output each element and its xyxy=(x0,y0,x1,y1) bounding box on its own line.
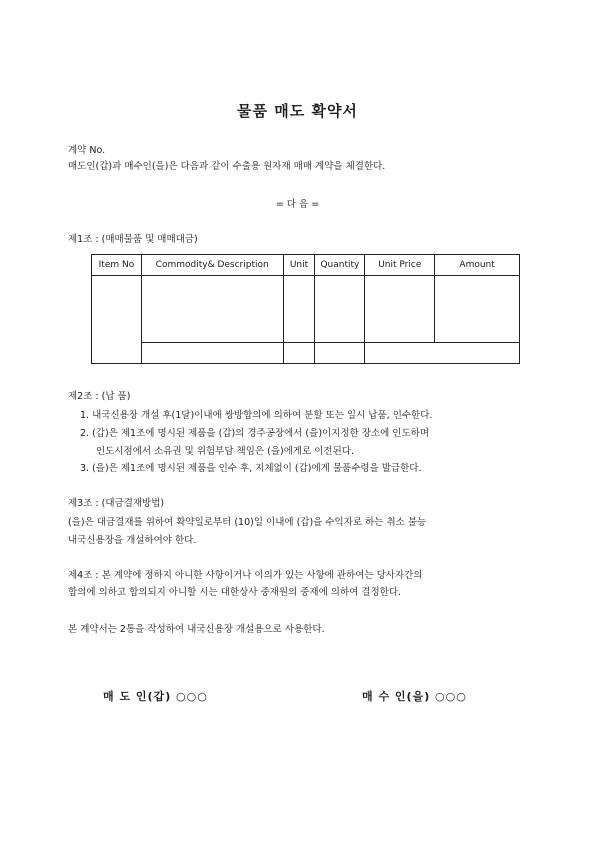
closing-text: 본 계약서는 2통을 작성하여 내국신용장 개설용으로 사용한다. xyxy=(68,624,325,635)
col-description: Commodity& Description xyxy=(141,255,283,276)
table-cell xyxy=(141,343,283,364)
col-unit: Unit xyxy=(283,255,315,276)
table-cell xyxy=(283,276,315,343)
table-cell xyxy=(435,276,520,343)
contract-number: 계약 No. xyxy=(68,145,106,156)
table-cell xyxy=(365,343,520,364)
col-amount: Amount xyxy=(435,255,520,276)
table-cell xyxy=(141,276,283,343)
article2-item: 인도시점에서 소유권 및 위험부담 책임은 (을)에게로 이전된다. xyxy=(96,446,354,457)
article2-item: 3. (을)은 제1조에 명시된 제품을 인수 후, 지체없이 (갑)에게 물품수령을 발급한다. xyxy=(80,463,422,474)
table-total-row xyxy=(92,343,520,364)
article3-line: 내국신용장을 개설하여야 한다. xyxy=(68,535,197,546)
table-row xyxy=(92,276,520,343)
document-title: 물품 매도 확약서 xyxy=(237,102,358,120)
table-cell xyxy=(283,343,315,364)
table-header-row xyxy=(92,255,520,276)
items-table xyxy=(91,254,520,364)
article2-item: 1. 내국신용장 개설 후(1달)이내에 쌍방합의에 의하여 분할 또는 일시 납품, 인수한다. xyxy=(80,410,433,421)
article2-heading: 제2조 : (납 품) xyxy=(68,391,131,402)
article4-line: 합의에 의하고 합의되지 아니할 시는 대한상사 중재원의 중재에 의하여 결정한다. xyxy=(68,587,402,598)
separator: = 다 음 = xyxy=(275,199,320,210)
table-cell xyxy=(92,276,142,364)
article2-item: 2. (갑)은 제1조에 명시된 제품을 (갑)의 경주공장에서 (을)이지정한 장소에 인도하며 xyxy=(80,428,430,439)
article3-line: (을)은 대금결재를 위하여 확약일로부터 (10)일 이내에 (갑)을 수익자로 하는 취소 불능 xyxy=(68,517,427,528)
article3-heading: 제3조 : (대금결재방법) xyxy=(68,498,165,509)
table-cell xyxy=(315,343,365,364)
col-quantity: Quantity xyxy=(315,255,365,276)
seller-signature: 매 도 인(갑) ○○○ xyxy=(103,690,208,703)
col-unit-price: Unit Price xyxy=(365,255,435,276)
table-cell xyxy=(365,276,435,343)
article1-heading: 제1조 : (매매물품 및 매매대금) xyxy=(68,234,198,245)
col-item-no: Item No xyxy=(92,255,142,276)
article4-line: 제4조 : 본 계약에 정하지 아니한 사항이거나 이의가 있는 사항에 관하여는 당사자간의 xyxy=(68,570,423,581)
table-cell xyxy=(315,276,365,343)
intro-text: 매도인(갑)과 매수인(을)은 다음과 같이 수출용 원자재 매매 계약을 체결한다. xyxy=(68,161,386,172)
buyer-signature: 매 수 인(을) ○○○ xyxy=(362,690,467,703)
